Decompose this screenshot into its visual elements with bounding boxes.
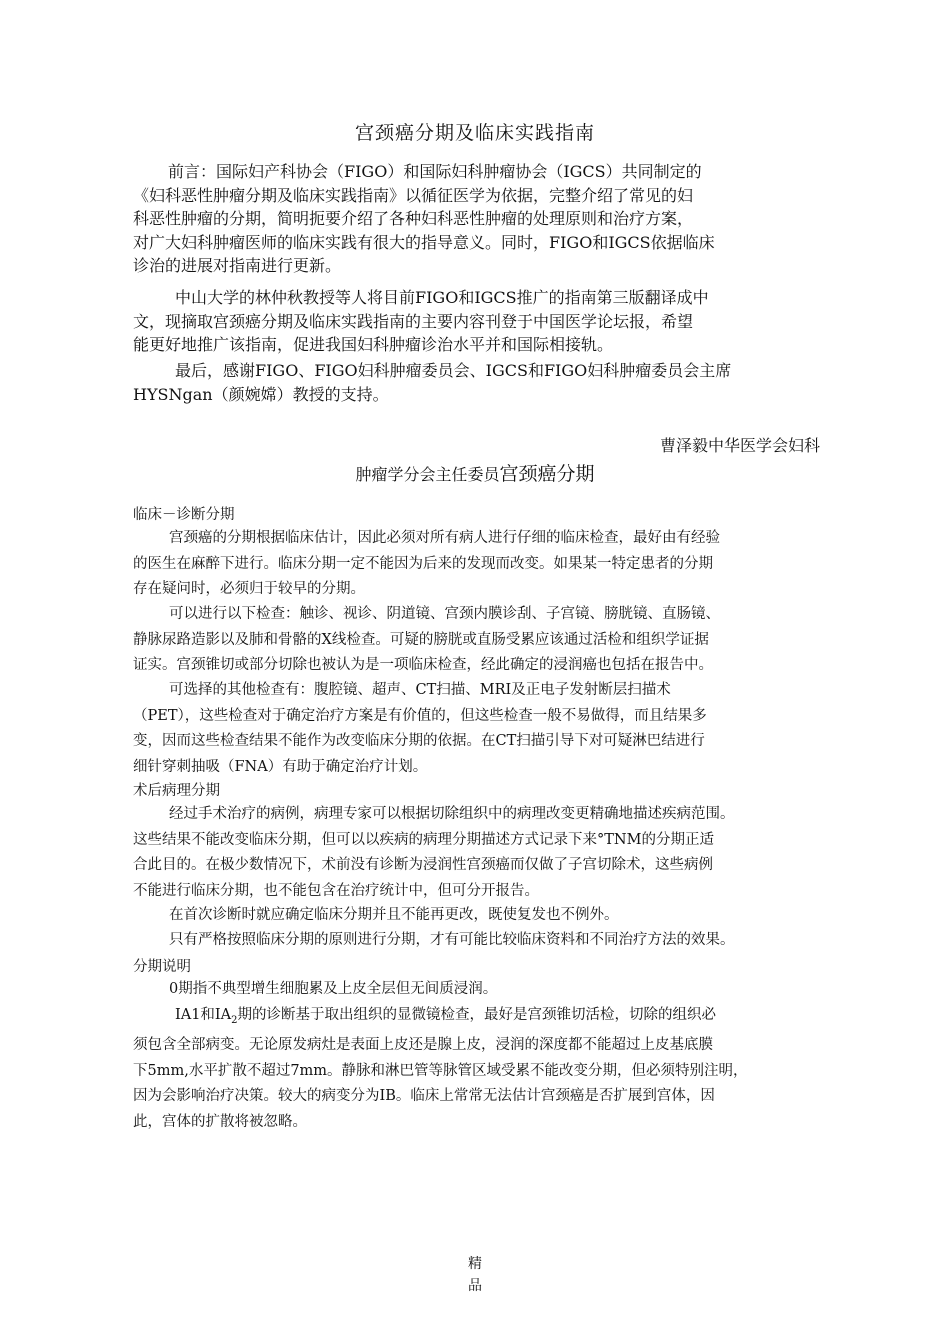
- text-line: 变，因而这些检查结果不能作为改变临床分期的依据。在CT扫描引导下对可疑淋巴结进行: [133, 733, 705, 749]
- text-line: 前言：国际妇产科协会（FIGO）和国际妇科肿瘤协会（IGCS）共同制定的: [168, 162, 702, 181]
- text-line: 静脉尿路造影以及肺和骨骼的X线检查。可疑的膀胱或直肠受累应该通过活检和组织学证据: [133, 631, 709, 648]
- preface-paragraph-2: [133, 286, 823, 357]
- text-line: 最后，感谢FIGO、FIGO妇科肿瘤委员会、IGCS和FIGO妇科肿瘤委员会主席: [175, 361, 732, 380]
- signature-line-1: 曹泽毅中华医学会妇科: [659, 436, 820, 455]
- text-line: 的医生在麻醉下进行。临床分期一定不能因为后来的发现而改变。如果某一特定患者的分期: [133, 555, 713, 572]
- footer-char: 品: [468, 1278, 482, 1294]
- text-line: 此，宫体的扩散将被忽略。: [133, 1113, 307, 1130]
- text-line: 《妇科恶性肿瘤分期及临床实践指南》以循征医学为依据，完整介绍了常见的妇: [133, 185, 694, 205]
- signature-line-2: [0, 459, 950, 486]
- clinical-paragraph-3: [133, 678, 823, 780]
- text-line: 因为会影响治疗决策。较大的病变分为IB。临床上常常无法估计宫颈癌是否扩展到宫体，因: [133, 1088, 715, 1105]
- text-line: [133, 1003, 823, 1033]
- text-fragment: 期的诊断基于取出组织的显微镜检查，最好是宫颈锥切活检，切除的组织必: [237, 1007, 716, 1023]
- section-heading-clinical: 临床－诊断分期: [133, 507, 235, 523]
- clinical-paragraph-1: [133, 526, 823, 603]
- text-line: 诊治的进展对指南进行更新。: [133, 256, 342, 275]
- text-line: 须包含全部病变。无论原发病灶是表面上皮还是腺上皮，浸润的深度都不能超过上皮基底膜: [133, 1037, 713, 1054]
- text-line: HYSNgan（颜婉嫦）教授的支持。: [133, 384, 389, 404]
- text-line: 在首次诊断时就应确定临床分期并且不能再更改，既使复发也不例外。: [169, 907, 619, 923]
- pathology-paragraph-1: [133, 802, 823, 904]
- document-title: 宫颈癌分期及临床实践指南: [354, 122, 595, 144]
- section-heading-pathology: 术后病理分期: [133, 783, 220, 799]
- pathology-paragraph-2: [133, 903, 823, 929]
- text-line: 不能进行临床分期，也不能包含在治疗统计中，但可分开报告。: [133, 882, 539, 899]
- pathology-paragraph-3: [133, 928, 823, 954]
- text-line: 这些结果不能改变临床分期，但可以以疾病的病理分期描述方式记录下来°TNM的分期正适: [133, 831, 714, 848]
- text-line: 文，现摘取宫颈癌分期及临床实践指南的主要内容刊登于中国医学论坛报，希望: [133, 311, 694, 331]
- text-line: 经过手术治疗的病例，病理专家可以根据切除组织中的病理改变更精确地描述疾病范围。: [169, 806, 735, 822]
- text-line: 0期指不典型增生细胞累及上皮全层但无间质浸润。: [169, 981, 498, 997]
- clinical-paragraph-2: [133, 602, 823, 679]
- text-line: 存在疑问时，必须归于较早的分期。: [133, 581, 365, 597]
- text-line: 宫颈癌的分期根据临床估计，因此必须对所有病人进行仔细的临床检查，最好由有经验: [169, 530, 720, 546]
- footer-char: 精: [468, 1256, 482, 1272]
- stage-subscript: 2: [231, 1014, 238, 1026]
- text-line: 科恶性肿瘤的分期，简明扼要介绍了各种妇科恶性肿瘤的处理原则和治疗方案，: [133, 209, 694, 228]
- text-line: 合此目的。在极少数情况下，术前没有诊断为浸润性宫颈癌而仅做了子宫切除术，这些病例: [133, 857, 713, 873]
- text-line: （PET），这些检查对于确定治疗方案是有价值的，但这些检查一般不易做得，而且结果多: [133, 707, 707, 724]
- preface-paragraph-3: [133, 359, 823, 406]
- signature-role: 肿瘤学分会主任委员: [355, 465, 500, 484]
- text-line: 可以进行以下检查：触诊、视诊、阴道镜、宫颈内膜诊刮、子宫镜、膀胱镜、直肠镜、: [169, 606, 720, 622]
- text-line: 可选择的其他检查有：腹腔镜、超声、CT扫描、MRI及正电子发射断层扫描术: [169, 682, 671, 698]
- page-footer: [0, 1253, 950, 1297]
- preface-paragraph-1: [133, 160, 823, 278]
- text-line: 对广大妇科肿瘤医师的临床实践有很大的指导意义。同时，FIGO和IGCS依据临床: [133, 232, 715, 252]
- text-line: 细针穿刺抽吸（FNA）有助于确定治疗计划。: [133, 758, 428, 775]
- staging-notes-paragraph-2: [133, 1003, 823, 1135]
- text-line: 中山大学的林仲秋教授等人将目前FIGO和IGCS推广的指南第三版翻译成中: [175, 288, 709, 307]
- text-line: 只有严格按照临床分期的原则进行分期，才有可能比较临床资料和不同治疗方法的效果。: [169, 932, 735, 948]
- section-title: 宫颈癌分期: [499, 463, 595, 485]
- text-line: 能更好地推广该指南，促进我国妇科肿瘤诊治水平并和国际相接轨。: [133, 335, 614, 354]
- text-line: 下5mm,水平扩散不超过7mm。静脉和淋巴管等脉管区域受累不能改变分期，但必须特别注明，: [133, 1062, 748, 1079]
- staging-notes-paragraph-1: [133, 977, 823, 1003]
- section-heading-staging-notes: 分期说明: [133, 959, 191, 975]
- text-line: 证实。宫颈锥切或部分切除也被认为是一项临床检查，经此确定的浸润癌也包括在报告中。: [133, 657, 713, 673]
- stage-label: IA1和IA: [175, 1007, 232, 1023]
